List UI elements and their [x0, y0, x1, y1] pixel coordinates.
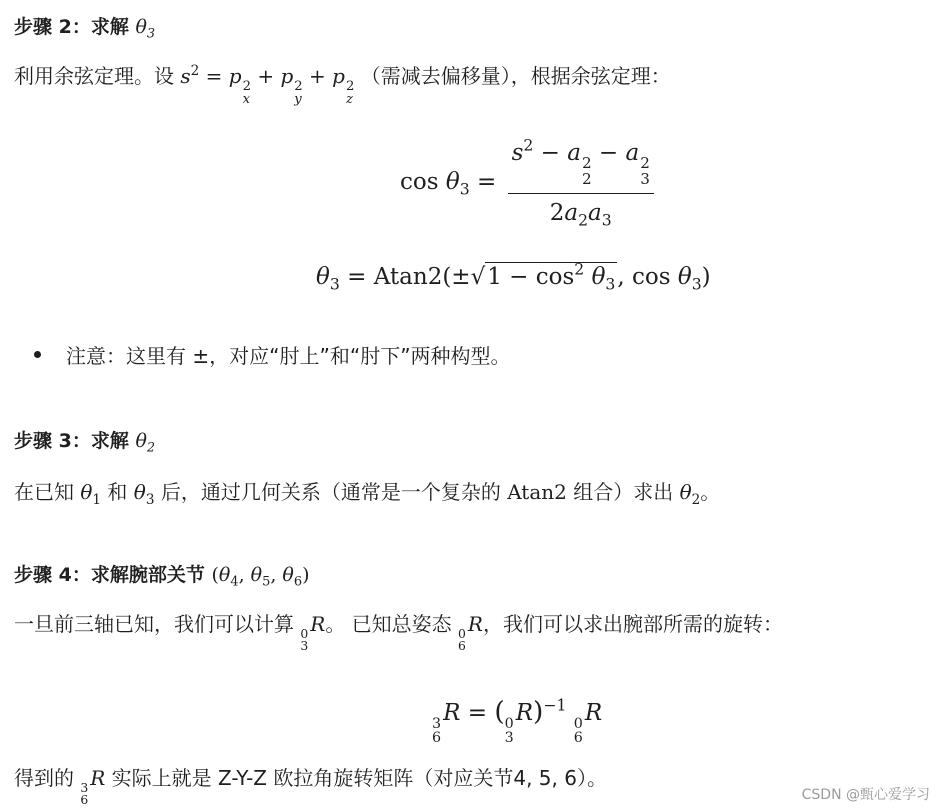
- step2-heading: 步骤 2：求解 $\theta_3$: [14, 16, 156, 42]
- cos-theta3-equation: $\cos \theta_3$ = $s^2 - a$ 2 2 − a 2 3 $2a_2a_3$: [400, 140, 658, 226]
- wrist-rotation-equation: 3 6 R = ( 0 3 R)$^{-1}$ 0 6 R: [432, 695, 603, 747]
- theta2-symbol: $\theta_2$: [135, 430, 156, 456]
- step3-text: 在已知 $\theta_1$ 和 $\theta_3$ 后，通过几何关系（通常是一个复杂的 Atan2 组合）求出 $\theta_2$。: [14, 480, 721, 508]
- step4-heading: 步骤 4：求解腕部关节 ($\theta_4$, $\theta_5$, $\theta_6$): [14, 564, 310, 590]
- cos-theta3-fraction: $s^2 - a$ 2 2 − a 2 3 $2a_2a_3$: [508, 140, 654, 226]
- watermark: CSDN @甄心爱学习: [801, 787, 930, 803]
- step2-intro: 利用余弦定理。设 $s^2 = p$ 2 x + p 2 y + p 2 z （需减去偏移量），根据余弦定理：: [14, 62, 671, 108]
- step3-heading: 步骤 3：求解 $\theta_2$: [14, 430, 156, 456]
- theta3-atan2-equation: $\theta_3 = Atan2(\pm√1 - \cos^2 \theta_3$, $\cos \theta_3$): [316, 259, 711, 294]
- step4-final: 得到的 3 6 R 实际上就是 Z-Y-Z 欧拉角旋转矩阵（对应关节4, 5, 6）。: [14, 766, 607, 808]
- step4-line1: 一旦前三轴已知，我们可以计算 0 3 R。 已知总姿态 0 6 R，我们可以求出腕部所需的旋转：: [14, 612, 783, 654]
- bullet-icon: [34, 351, 41, 358]
- wrist-thetas: ($\theta_4$, $\theta_5$, $\theta_6$): [211, 564, 310, 590]
- theta3-symbol: $\theta_3$: [135, 16, 156, 42]
- step2-note: 注意：这里有 ±，对应“肘上”和“肘下”两种构型。: [66, 344, 511, 368]
- s-squared-formula: $s^2 = p$ 2 x + p 2 y + p 2 z: [180, 62, 355, 108]
